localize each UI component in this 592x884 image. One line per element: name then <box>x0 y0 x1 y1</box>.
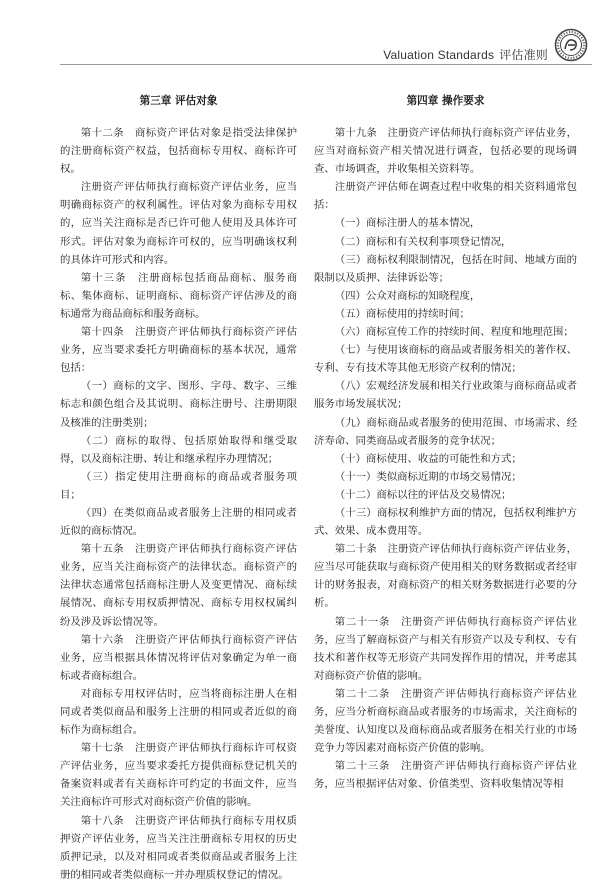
paragraph: 注册资产评估师在调查过程中收集的相关资料通常包括： <box>314 181 577 212</box>
paragraph: 第二十三条 注册资产评估师执行商标资产评估业务，应当根据评估对象、价值类型、资料收集情况等相 <box>314 760 577 791</box>
paragraph: （四）在类似商品或者服务上注册的相同或者近似的商标情况。 <box>60 506 297 538</box>
paragraph: 第十九条 注册资产评估师执行商标资产评估业务，应当对商标资产相关情况进行调查，包括必要的现场调查、市场调查，并收集相关资料等。 <box>314 127 577 176</box>
paragraph: 第二十条 注册资产评估师执行商标资产评估业务，应当尽可能获取与商标资产使用相关的财务数据或者经审计的财务报表，对商标资产的相关财务数据进行必要的分析。 <box>314 543 577 610</box>
chapter-title-left: 第三章 评估对象 <box>139 95 218 107</box>
paragraph: 对商标专用权评估时，应当将商标注册人在相同或者类似商品和服务上注册的相同或者近似的商标作为商标组合。 <box>60 687 297 737</box>
paragraph: 第二十二条 注册资产评估师执行商标资产评估业务，应当分析商标商品或者服务的市场需求，关注商标的美誉度、认知度以及商标商品或者服务在相关行业的市场竞争力等因素对商标资产价值的影响。 <box>314 687 577 755</box>
header-title <box>383 46 548 63</box>
paragraph: 第十七条 注册资产评估师执行商标许可权资产评估业务，应当要求委托方提供商标登记机关的备案资料或者有关商标许可约定的书面文件，应当关注商标许可形式对商标资产价值的影响。 <box>60 742 297 809</box>
paragraph: （一）商标的文字、图形、字母、数字、三维标志和颜色组合及其说明、商标注册号、注册期限及核准的注册类别； <box>60 380 297 429</box>
header-title-en: Valuation Standards <box>383 48 495 62</box>
paragraph: 第十五条 注册资产评估师执行商标资产评估业务，应当关注商标资产的法律状态。商标资产的法律状态通常包括商标注册人及变更情况、商标续展情况、商标专用权质押情况、商标专用权权属纠纷及涉及诉讼情况等。 <box>60 543 297 628</box>
right-paragraphs <box>314 124 577 793</box>
paragraph: （一）商标注册人的基本情况， <box>334 217 481 230</box>
paragraph: （三）商标权利限制情况，包括在时间、地域方面的限制以及质押、法律诉讼等； <box>314 253 577 284</box>
paragraph: 第十三条 注册商标包括商品商标、服务商标、集体商标、证明商标、商标资产评估涉及的商标通常为商品商标和服务商标。 <box>60 271 297 320</box>
paragraph: （二）商标的取得、包括原始取得和继受取得，以及商标注册、转让和继承程序办理情况； <box>60 434 297 465</box>
paragraph: （十二）商标以往的评估及交易情况； <box>334 488 512 501</box>
paragraph: （二）商标和有关权利事项登记情况， <box>334 235 512 248</box>
association-seal-icon <box>554 28 588 62</box>
paragraph: （七）与使用该商标的商品或者服务相关的著作权、专利、专有技术等其他无形资产权利的情况； <box>314 344 577 375</box>
left-paragraphs <box>60 124 297 884</box>
paragraph: （六）商标宣传工作的持续时间、程度和地理范围； <box>334 326 574 339</box>
paragraph: （十三）商标权利维护方面的情况，包括权利维护方式、效果、成本费用等。 <box>314 506 577 538</box>
paragraph: 第十二条 商标资产评估对象是指受法律保护的注册商标资产权益，包括商标专用权、商标许可权。 <box>60 127 297 176</box>
paragraph: （四）公众对商标的知晓程度， <box>334 289 481 302</box>
paragraph: 第十四条 注册资产评估师执行商标资产评估业务，应当要求委托方明确商标的基本状况，通常包括： <box>60 326 297 375</box>
paragraph: （九）商标商品或者服务的使用范围、市场需求、经济寿命、同类商品或者服务的竞争状况； <box>314 416 577 447</box>
paragraph: （五）商标使用的持续时间； <box>334 307 470 320</box>
header-title-cn: 评估准则 <box>499 48 548 62</box>
page-header <box>0 28 592 88</box>
paragraph: 第十八条 注册资产评估师执行商标专用权质押资产评估业务，应当关注注册商标专用权的历史质押记录，以及对相同或者类似商品或者服务上注册的相同或者类似商标一并办理质权登记的情况。 <box>60 814 297 881</box>
paragraph: 注册资产评估师执行商标资产评估业务，应当明确商标资产的权利属性。评估对象为商标专用权的，应当关注商标是否已许可他人使用及具体许可形式。评估对象为商标许可权的，应当明确该权利的具体许可形式和内容。 <box>60 181 297 266</box>
paragraph: （十一）类似商标近期的市场交易情况； <box>334 470 522 483</box>
paragraph: （八）宏观经济发展和相关行业政策与商标商品或者服务市场发展状况； <box>314 380 577 411</box>
paragraph: 第十六条 注册资产评估师执行商标资产评估业务，应当根据具体情况将评估对象确定为单一商标或者商标组合。 <box>60 633 297 682</box>
paragraph: （三）指定使用注册商标的商品或者服务项目； <box>60 470 297 501</box>
chapter-title-right: 第四章 操作要求 <box>406 95 485 107</box>
left-column <box>60 92 297 881</box>
right-column <box>314 92 577 791</box>
header-rule <box>60 64 592 65</box>
paragraph: （十）商标使用、收益的可能性和方式； <box>334 452 522 465</box>
paragraph: 第二十一条 注册资产评估师执行商标资产评估业务，应当了解商标资产与相关有形资产以及专利权、专有技术和著作权等无形资产共同发挥作用的情况，并考虑其对商标资产价值的影响。 <box>314 615 577 682</box>
